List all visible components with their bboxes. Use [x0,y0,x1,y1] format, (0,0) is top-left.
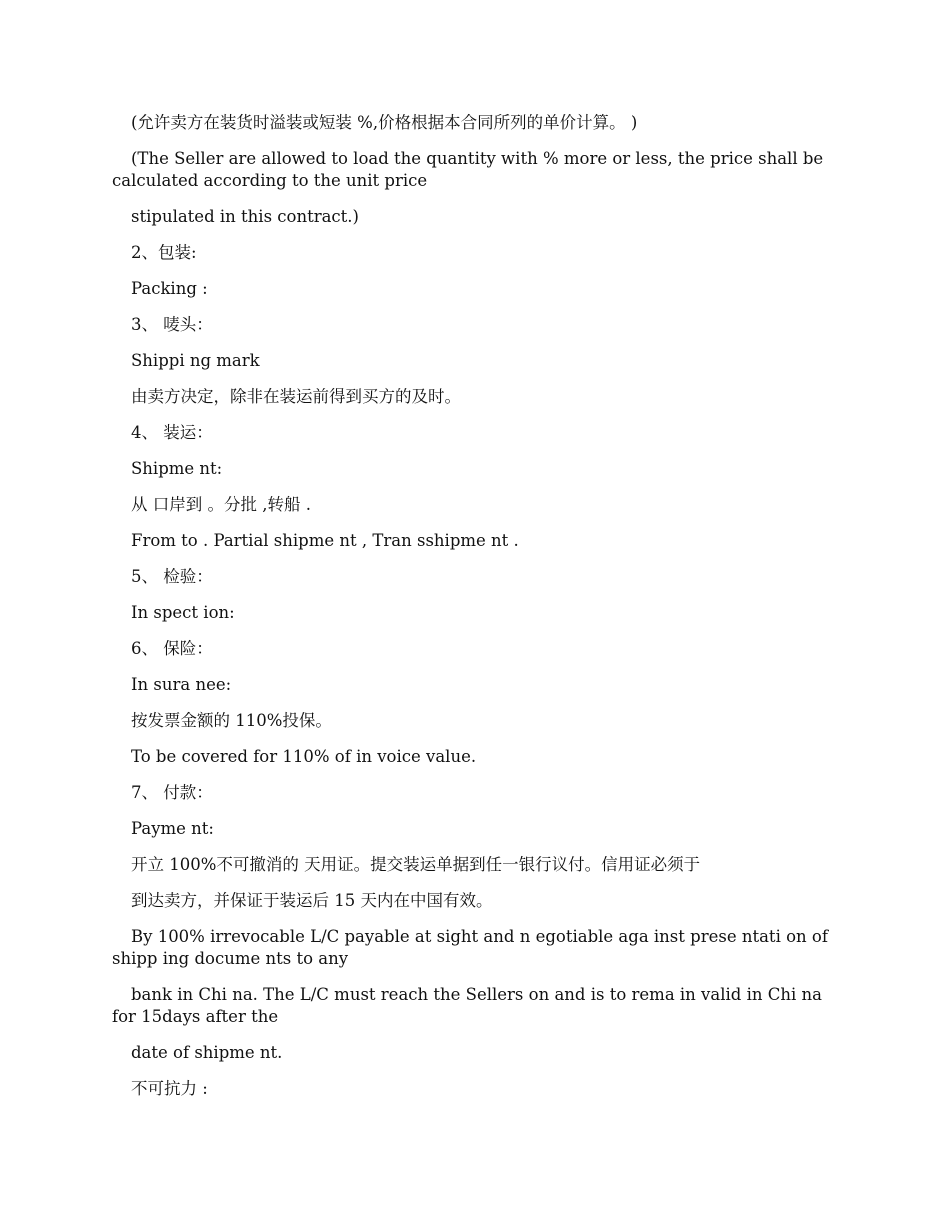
section-insurance-heading-en: In sura nee: [131,675,232,694]
section-insurance-heading-cn: 6、 保险： [131,639,213,658]
section-packing-heading-cn: 2、包装: [131,243,197,262]
insurance-text-en: To be covered for 110% of in voice value. [131,747,477,766]
insurance-text-cn: 按发票金额的 110%投保。 [131,711,332,730]
payment-text-cn-cont: 到达卖方，并保证于装运后 15 天内在中国有效。 [131,891,493,910]
section-shipping-mark-heading-cn: 3、 唛头： [131,315,213,334]
quantity-tolerance-note-en-cont: stipulated in this contract.) [131,207,359,226]
section-payment-heading-en: Payme nt: [131,819,214,838]
section-force-majeure-heading-cn: 不可抗力 : [131,1079,208,1098]
section-packing-heading-en: Packing : [131,279,208,298]
payment-text-cn: 开立 100%不可撤消的 天用证。提交装运单据到任一银行议付。信用证必须于 [131,855,701,874]
section-shipping-mark-heading-en: Shippi ng mark [131,351,260,370]
section-inspection-heading-cn: 5、 检验： [131,567,213,586]
payment-text-en-cont: bank in Chi na. The L/C must reach the Sellers on and is to rema in valid in Chi na for 15days after the [112,985,828,1026]
shipping-mark-text-cn: 由卖方决定，除非在装运前得到买方的及时。 [131,387,461,406]
document-body [112,112,838,1114]
shipment-text-cn: 从 口岸到 。分批 ,转船 . [131,495,311,514]
quantity-tolerance-note-en: (The Seller are allowed to load the quantity with % more or less, the price shall be calculated according to the unit price [112,149,829,190]
shipment-text-en: From to . Partial shipme nt , Tran sshipme nt . [131,531,519,550]
payment-text-en: By 100% irrevocable L/C payable at sight and n egotiable aga inst prese ntati on of shipp ing docume nts to any [112,927,834,968]
quantity-tolerance-note-cn: (允许卖方在装货时溢装或短装 %,价格根据本合同所列的单价计算。 ) [131,113,638,132]
section-shipment-heading-en: Shipme nt: [131,459,223,478]
section-payment-heading-cn: 7、 付款： [131,783,213,802]
section-inspection-heading-en: In spect ion: [131,603,235,622]
payment-text-en-cont-2: date of shipme nt. [131,1043,283,1062]
section-shipment-heading-cn: 4、 装运： [131,423,213,442]
